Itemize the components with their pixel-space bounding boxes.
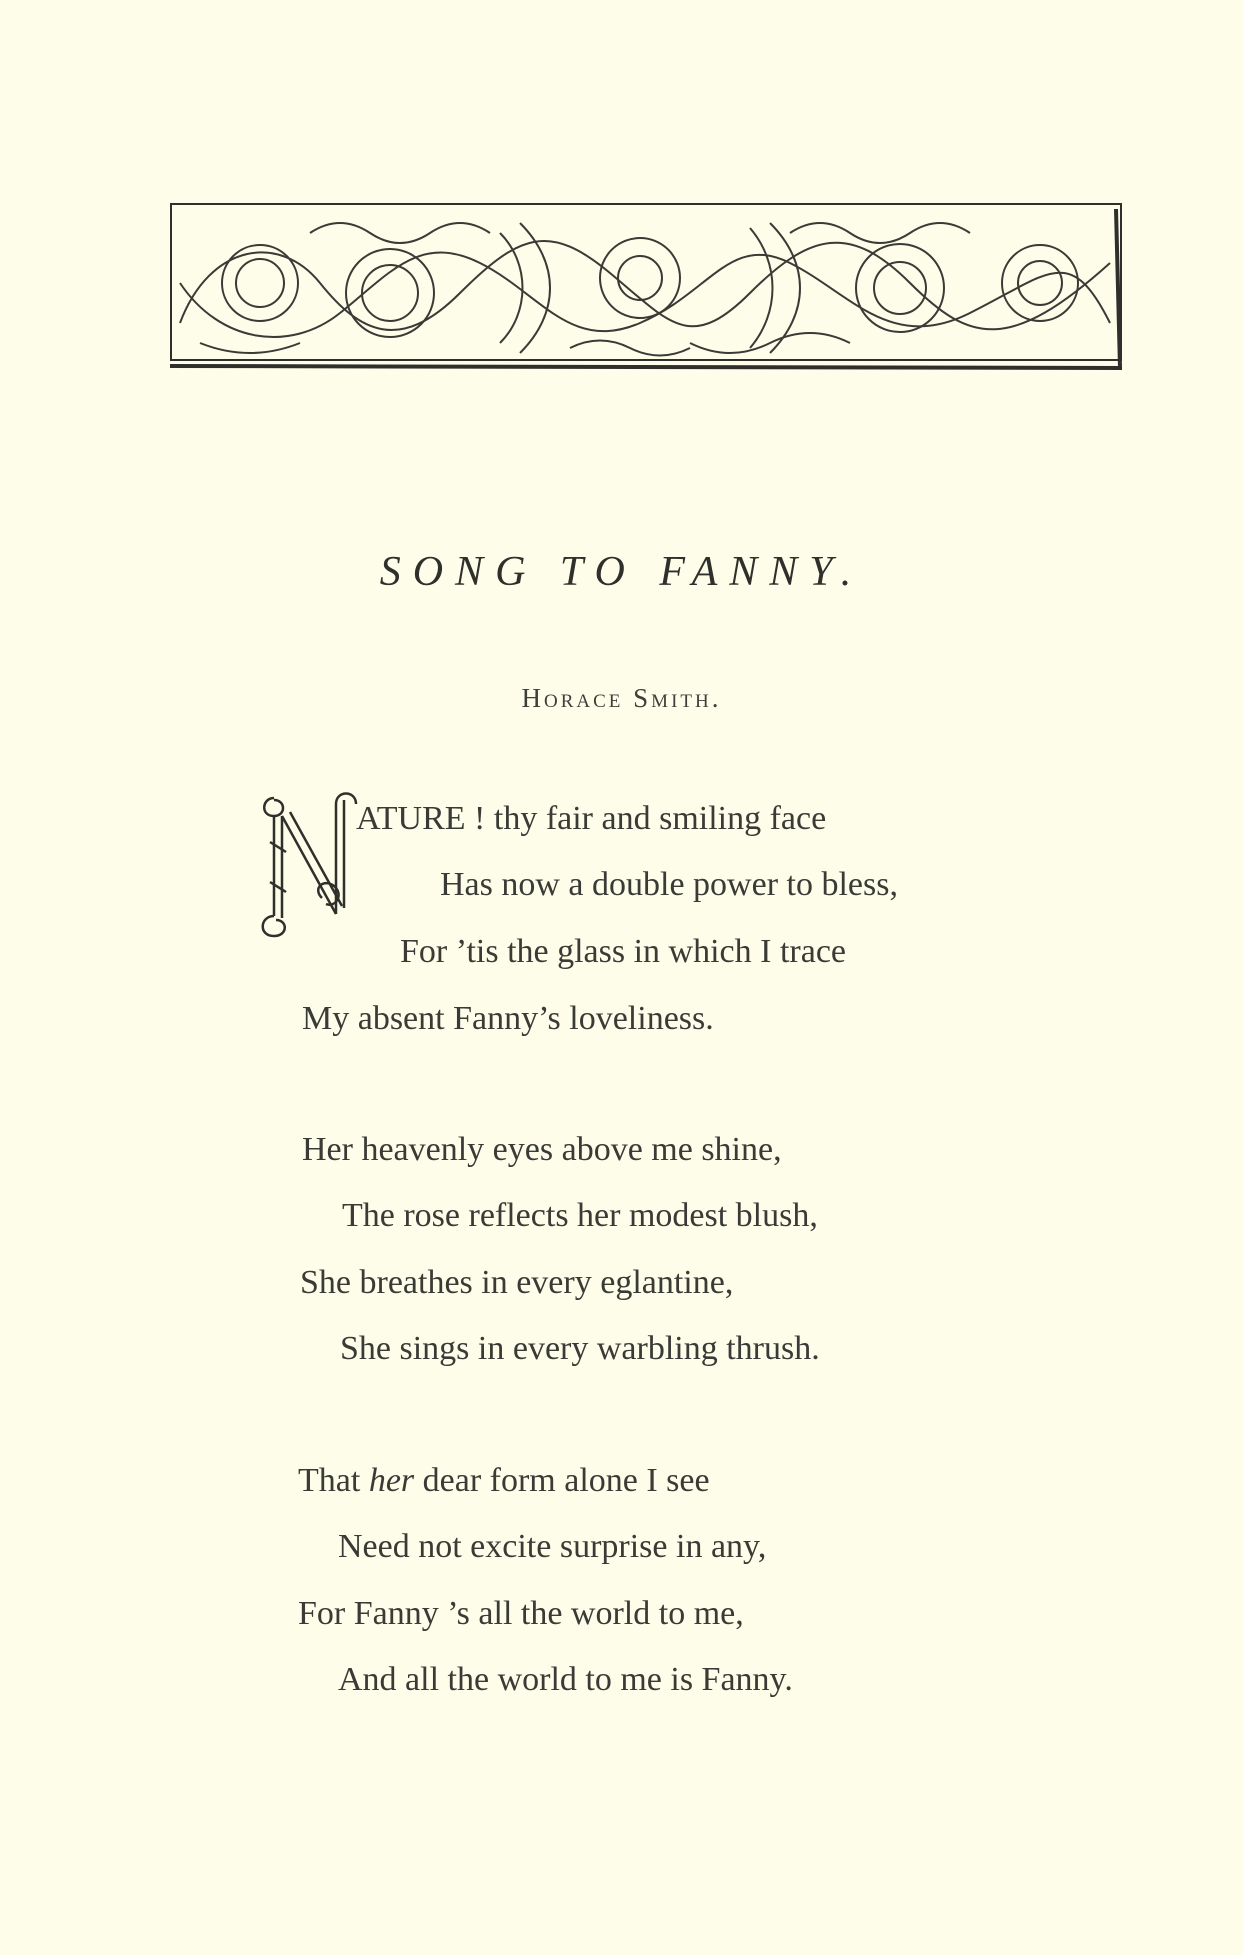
poem-title: SONG TO FANNY. — [379, 549, 864, 595]
poem-line: ATURE ! thy fair and smiling face — [356, 800, 827, 837]
poem-text: dear form alone I see — [414, 1462, 710, 1499]
poem-line: Has now a double power to bless, — [440, 866, 898, 903]
poem-line: For Fanny ’s all the world to me, — [298, 1595, 744, 1632]
emphasized-word: her — [368, 1462, 415, 1499]
poem-line: She sings in every warbling thrush. — [340, 1330, 820, 1367]
poem-line: Her heavenly eyes above me shine, — [302, 1131, 782, 1168]
poem-line — [298, 1462, 710, 1500]
poem-line: For ’tis the glass in which I trace — [400, 933, 847, 970]
poem-line: Need not excite surprise in any, — [338, 1528, 767, 1565]
poem-author: Horace Smith. — [521, 683, 722, 713]
floral-headpiece-ornament — [170, 203, 1122, 371]
poem-line: She breathes in every eglantine, — [300, 1264, 734, 1301]
poem-line: My absent Fanny’s loveliness. — [302, 1000, 714, 1037]
poem-text: That — [298, 1462, 369, 1499]
decorated-initial-n — [252, 786, 362, 948]
poem-line: The rose reflects her modest blush, — [342, 1197, 818, 1234]
poem-line: And all the world to me is Fanny. — [338, 1661, 793, 1698]
